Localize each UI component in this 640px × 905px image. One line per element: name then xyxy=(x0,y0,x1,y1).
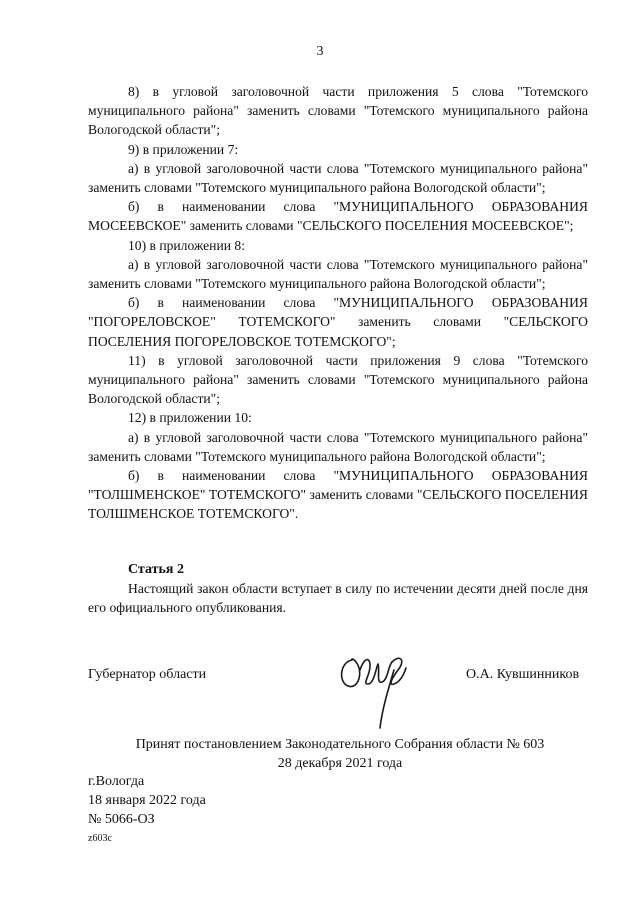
paragraph-12: 12) в приложении 10: xyxy=(128,410,252,426)
article-text: Настоящий закон области вступает в силу по истечении десяти дней после дня его официального опубликования. xyxy=(88,581,588,616)
governor-label: Губернатор области xyxy=(88,667,207,682)
adoption-line-2: 28 декабря 2021 года xyxy=(277,756,403,771)
law-number: № 5066-ОЗ xyxy=(88,812,155,827)
paragraph-12a: а) в угловой заголовочной части слова "Тотемского муниципального района" заменить словами "Тотемского муниципального района Вологодской области"; xyxy=(88,429,588,464)
page-number: 3 xyxy=(316,44,324,59)
paragraph-9b: б) в наименовании слова "МУНИЦИПАЛЬНОГО ОБРАЗОВАНИЯ МОСЕЕВСКОЕ" заменить словами "СЕЛЬСКОГО ПОСЕЛЕНИЯ МОСЕЕВСКОЕ"; xyxy=(88,199,588,234)
issue-details xyxy=(88,772,206,829)
handwritten-signature xyxy=(330,640,420,732)
paragraph-10b: б) в наименовании слова "МУНИЦИПАЛЬНОГО ОБРАЗОВАНИЯ "ПОГОРЕЛОВСКОЕ" ТОТЕМСКОГО" заменить словами "СЕЛЬСКОГО ПОСЕЛЕНИЯ ПОГОРЕЛОВСКОЕ ТОТЕМСКОГО"; xyxy=(88,295,588,349)
issue-city: г.Вологда xyxy=(88,774,145,789)
governor-name: О.А. Кувшинников xyxy=(466,667,580,682)
adoption-note xyxy=(0,735,640,773)
document-code: z603c xyxy=(88,833,112,844)
adoption-line-1: Принят постановлением Законодательного Собрания области № 603 xyxy=(135,737,545,752)
paragraph-10a: а) в угловой заголовочной части слова "Тотемского муниципального района" заменить словами "Тотемского муниципального района Вологодской области"; xyxy=(88,256,588,292)
article-title: Статья 2 xyxy=(128,562,184,577)
amendments-list xyxy=(88,82,588,524)
paragraph-12b: б) в наименовании слова "МУНИЦИПАЛЬНОГО ОБРАЗОВАНИЯ "ТОЛШМЕНСКОЕ" ТОТЕМСКОГО" заменить словами "СЕЛЬСКОГО ПОСЕЛЕНИЯ ТОЛШМЕНСКОЕ ТОТЕМСКОГО". xyxy=(88,468,588,522)
paragraph-10: 10) в приложении 8: xyxy=(128,237,245,253)
paragraph-8: 8) в угловой заголовочной части приложения 5 слова "Тотемского муниципального района" заменить словами "Тотемского муниципального района Вологодской области"; xyxy=(88,84,588,138)
issue-date: 18 января 2022 года xyxy=(88,793,206,808)
paragraph-9a: а) в угловой заголовочной части слова "Тотемского муниципального района" заменить словами "Тотемского муниципального района Вологодской области"; xyxy=(88,160,588,196)
paragraph-11: 11) в угловой заголовочной части приложения 9 слова "Тотемского муниципального района" заменить словами "Тотемского муниципального района Вологодской области"; xyxy=(88,352,588,407)
paragraph-9: 9) в приложении 7: xyxy=(128,141,239,157)
